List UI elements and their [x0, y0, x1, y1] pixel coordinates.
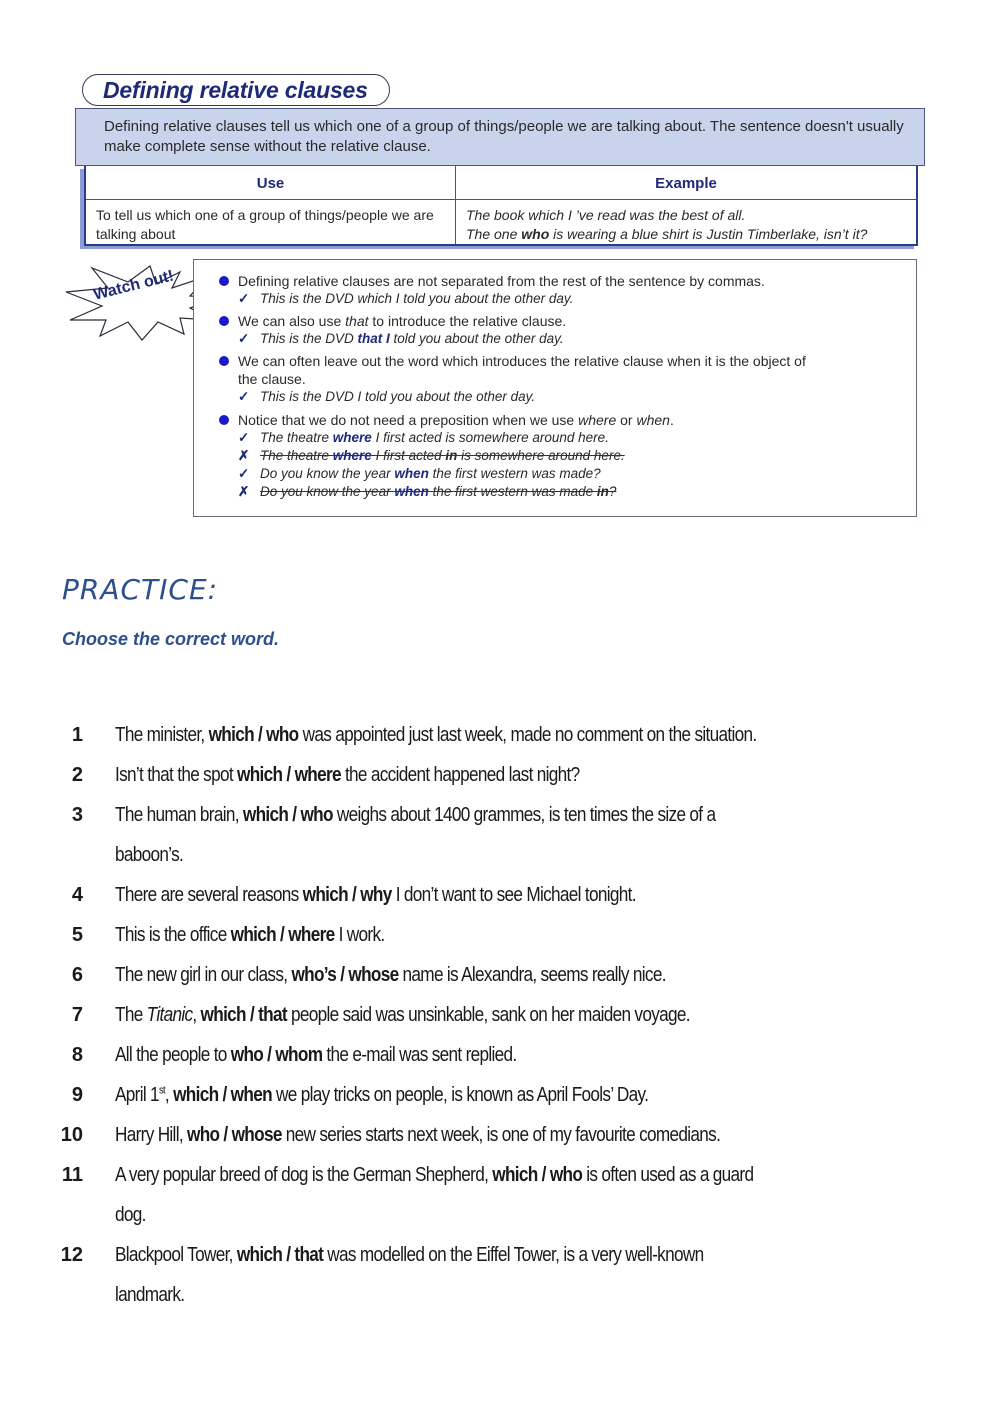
check-icon: ✓	[238, 430, 250, 445]
question-number: 5	[71, 924, 83, 946]
rule-3-text-line-1: We can often leave out the word which introduces the relative clause when it is the object of	[238, 353, 806, 369]
rule-4-example-correct-2: ✓ Do you know the year when the first western was made?	[238, 466, 601, 481]
question-11-continued: dog.	[115, 1204, 146, 1226]
rule-4-text: Notice that we do not need a preposition when we use where or when.	[238, 412, 674, 428]
table-header-use: Use	[256, 175, 285, 192]
answer-options[interactable]: which / where	[230, 924, 335, 946]
question-7: The Titanic, which / that people said was unsinkable, sank on her maiden voyage.	[115, 1004, 690, 1026]
check-icon: ✓	[238, 331, 250, 346]
section-title: Defining relative clauses	[103, 77, 368, 103]
question-number: 8	[71, 1044, 83, 1066]
question-number: 7	[71, 1004, 83, 1026]
answer-options[interactable]: which / where	[237, 764, 341, 786]
rule-2-example: ✓ This is the DVD that I told you about the other day.	[238, 331, 564, 346]
table-cell-example	[466, 206, 916, 244]
question-number: 6	[71, 964, 83, 986]
answer-options[interactable]: who / whom	[230, 1044, 323, 1066]
rule-4-example-correct-1: ✓ The theatre where I first acted is somewhere around here.	[238, 430, 609, 445]
answer-options[interactable]: which / who	[492, 1164, 583, 1186]
question-5: This is the office which / where I work.	[115, 924, 385, 946]
question-10: Harry Hill, who / whose new series starts next week, is one of my favourite comedians.	[115, 1124, 721, 1146]
bullet-icon	[219, 415, 229, 425]
question-6: The new girl in our class, who’s / whose name is Alexandra, seems really nice.	[115, 964, 666, 986]
rule-4-example-wrong-2: ✗ Do you know the year when the first western was made in?	[238, 484, 617, 499]
rule-2-text: We can also use that to introduce the relative clause.	[238, 313, 567, 329]
question-2: Isn’t that the spot which / where the accident happened last night?	[115, 764, 580, 786]
question-number: 10	[60, 1124, 83, 1146]
question-8: All the people to who / whom the e-mail was sent replied.	[115, 1044, 517, 1066]
intro-text: Defining relative clauses tell us which one of a group of things/people we are talking about. The sentence doesn't usually make complete sense without the relative clause.	[104, 118, 904, 155]
question-number: 11	[61, 1164, 83, 1186]
rule-4-example-wrong-1: ✗ The theatre where I first acted in is somewhere around here.	[238, 448, 625, 463]
question-number: 12	[60, 1244, 83, 1266]
intro-box	[75, 108, 925, 166]
practice-instruction: Choose the correct word.	[62, 629, 280, 649]
practice-heading: PRACTICE:	[62, 573, 219, 606]
answer-options[interactable]: which / who	[242, 804, 333, 826]
question-number: 2	[71, 764, 83, 786]
use-example-table	[84, 166, 918, 246]
bullet-icon	[219, 316, 229, 326]
answer-options[interactable]: who / whose	[187, 1124, 282, 1146]
question-11: A very popular breed of dog is the German Shepherd, which / who is often used as a guard	[115, 1164, 754, 1186]
watch-out-label: Watch out!	[91, 267, 176, 304]
example-line-2: The one who is wearing a blue shirt is Justin Timberlake, isn’t it?	[466, 226, 868, 242]
rule-1-text: Defining relative clauses are not separated from the rest of the sentence by commas.	[238, 273, 765, 289]
answer-options[interactable]: which / that	[236, 1244, 324, 1266]
cross-icon: ✗	[238, 484, 250, 499]
question-number: 1	[71, 724, 83, 746]
check-icon: ✓	[238, 466, 250, 481]
table-cell-use: To tell us which one of a group of things/people we are talking about	[96, 207, 434, 242]
question-4: There are several reasons which / why I don’t want to see Michael tonight.	[115, 884, 636, 906]
cross-icon: ✗	[238, 448, 250, 463]
rule-3-text-line-2: the clause.	[238, 371, 306, 387]
question-3-continued: baboon’s.	[115, 844, 184, 866]
question-number: 9	[71, 1084, 83, 1106]
question-1: The minister, which / who was appointed just last week, made no comment on the situation.	[115, 724, 757, 746]
answer-options[interactable]: which / when	[173, 1084, 272, 1106]
rule-1-example: ✓ This is the DVD which I told you about the other day.	[238, 291, 574, 306]
question-number: 4	[71, 884, 83, 906]
answer-options[interactable]: which / who	[208, 724, 299, 746]
section-title-pill	[82, 74, 390, 106]
check-icon: ✓	[238, 389, 250, 404]
question-12-continued: landmark.	[115, 1284, 185, 1306]
rule-3-example: ✓ This is the DVD I told you about the other day.	[238, 389, 536, 404]
question-3: The human brain, which / who weighs about 1400 grammes, is ten times the size of a	[115, 804, 716, 826]
table-divider-horizontal	[86, 199, 916, 200]
question-9: April 1st, which / when we play tricks on people, is known as April Fools’ Day.	[115, 1084, 649, 1106]
bullet-icon	[219, 276, 229, 286]
bullet-icon	[219, 356, 229, 366]
example-line-1: The book which I ’ve read was the best of all.	[466, 207, 746, 223]
answer-options[interactable]: who’s / whose	[291, 964, 399, 986]
answer-options[interactable]: which / why	[302, 884, 392, 906]
question-number: 3	[71, 804, 83, 826]
question-12: Blackpool Tower, which / that was modelled on the Eiffel Tower, is a very well-known	[115, 1244, 704, 1266]
table-header-example: Example	[655, 175, 717, 192]
answer-options[interactable]: which / that	[200, 1004, 287, 1026]
check-icon: ✓	[238, 291, 250, 306]
